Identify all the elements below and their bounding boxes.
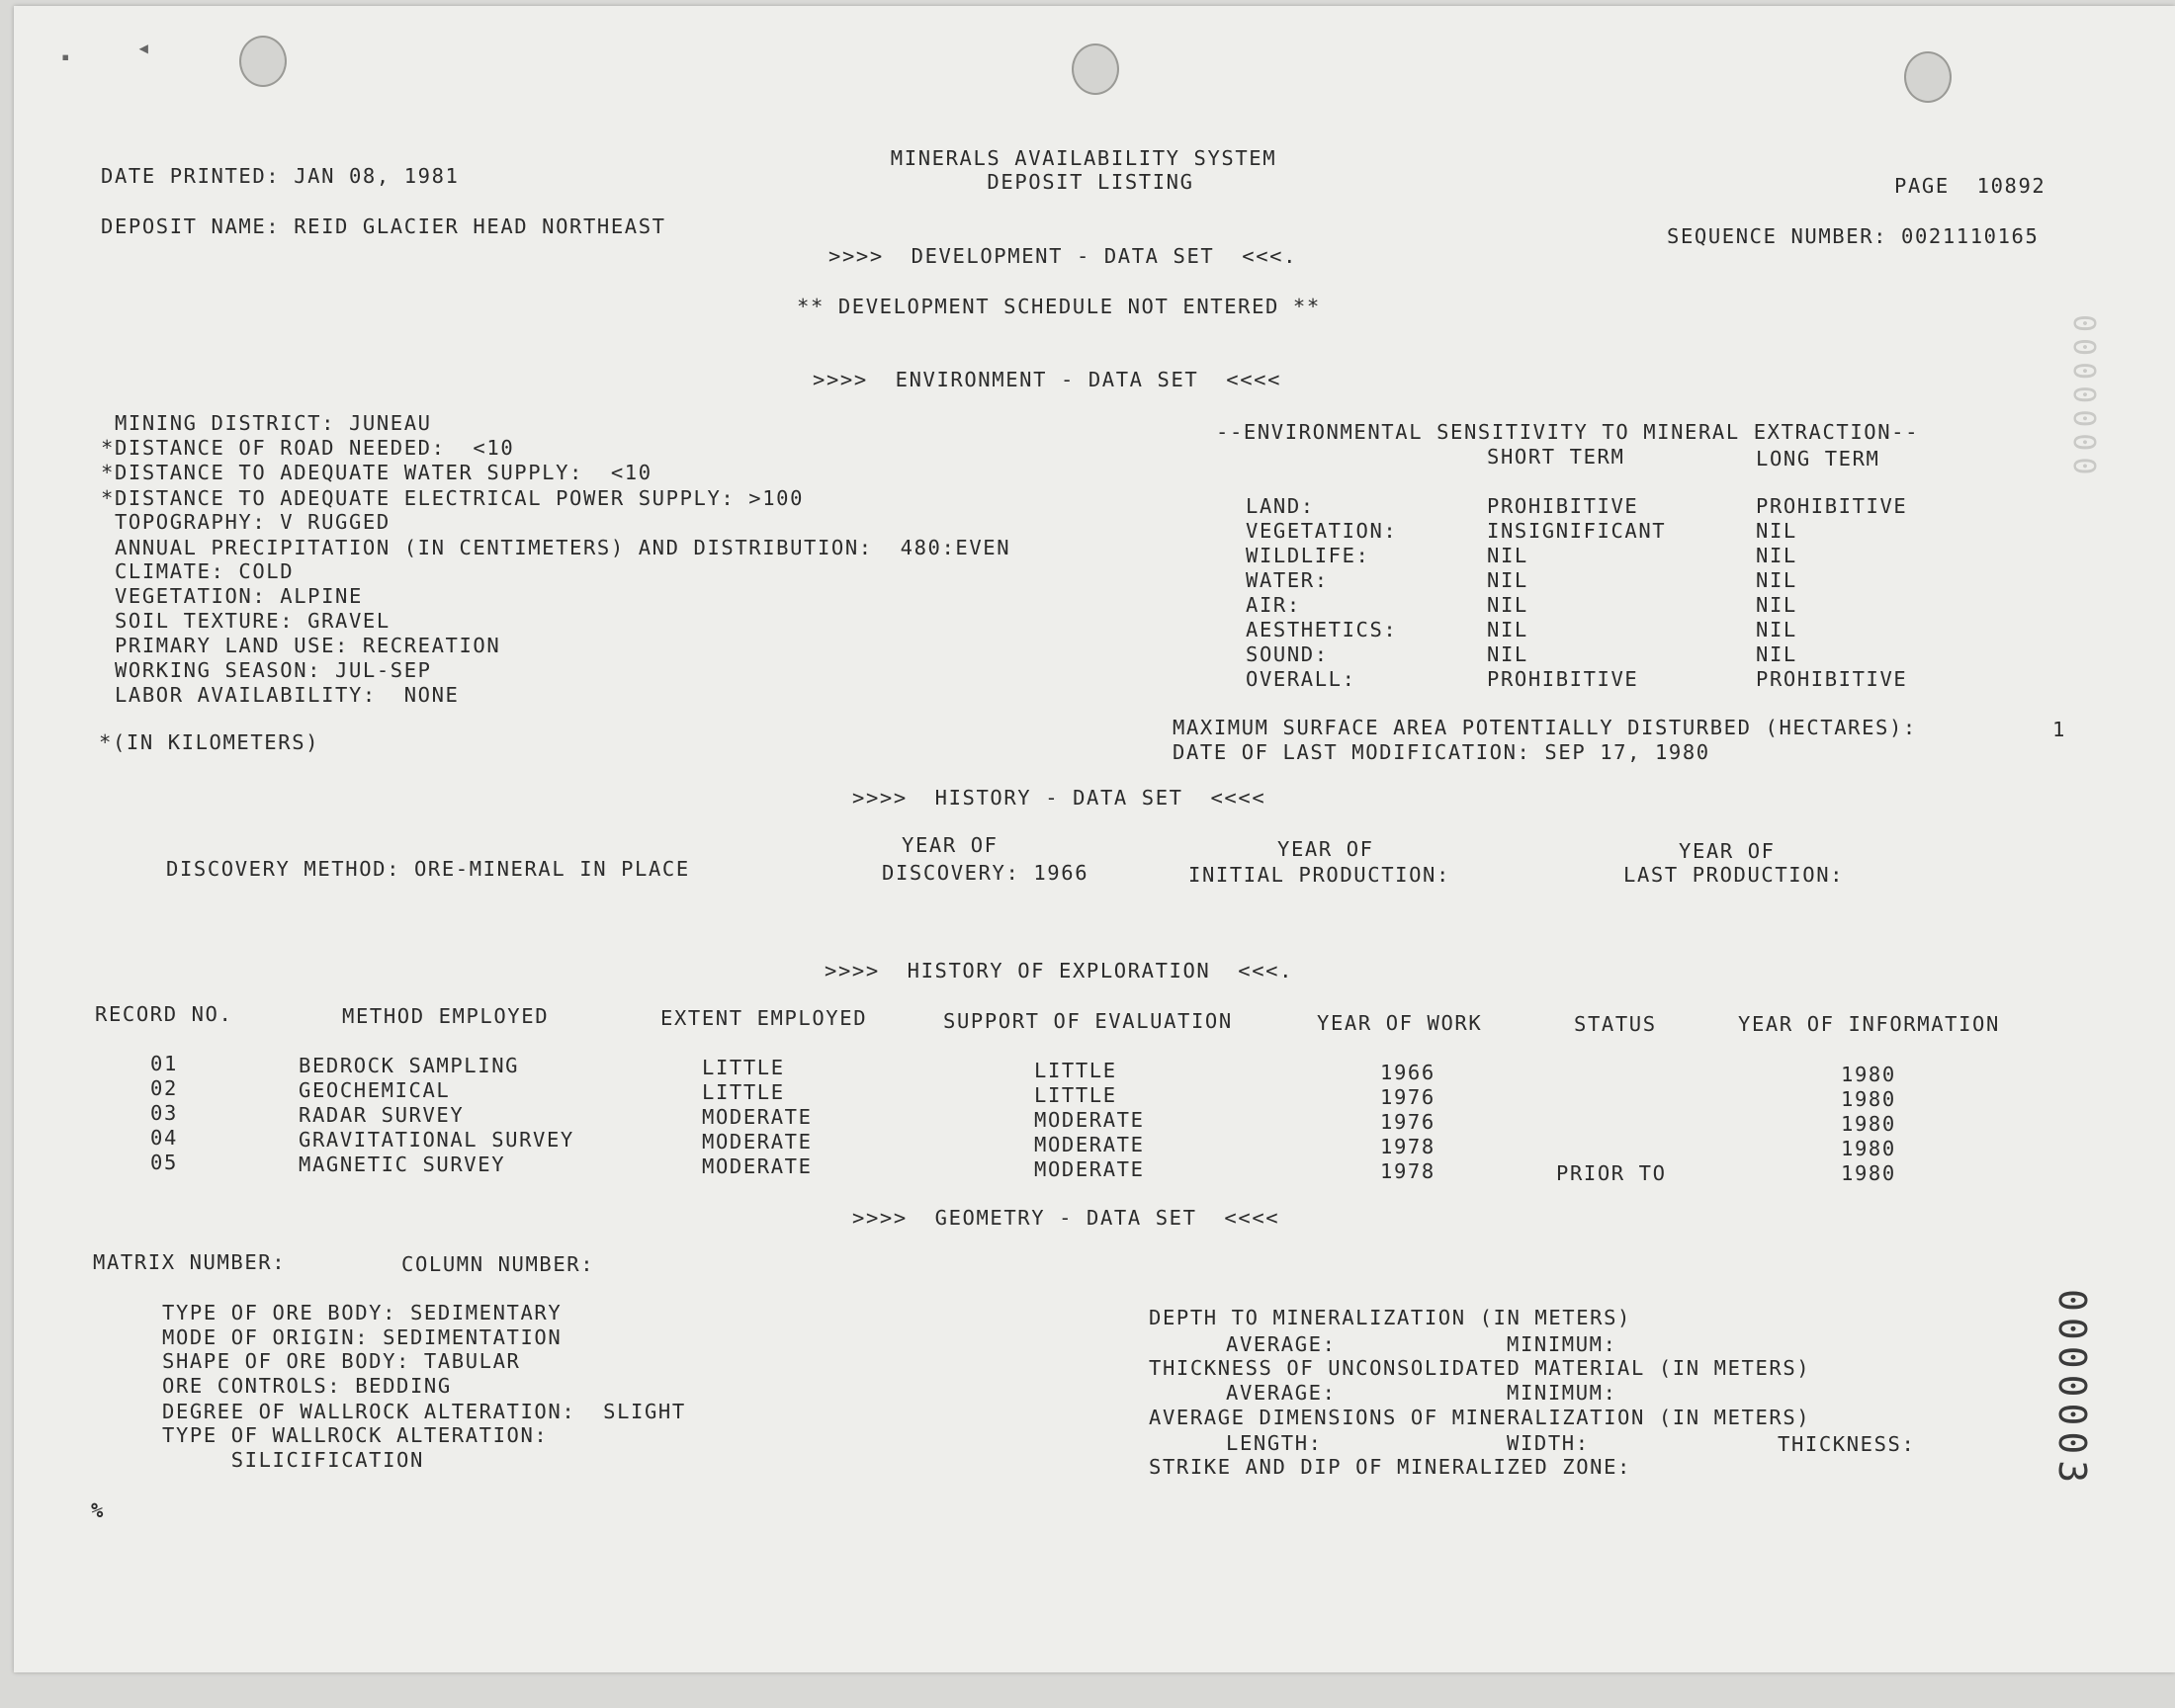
environment-title: >>>> ENVIRONMENT - DATA SET <<<< bbox=[813, 368, 1282, 391]
initial-production: INITIAL PRODUCTION: bbox=[1188, 863, 1450, 887]
col-support-of-evaluation: SUPPORT OF EVALUATION bbox=[943, 1009, 1233, 1033]
punch-hole-center bbox=[1072, 43, 1119, 95]
row-year-of-info: 1980 bbox=[1841, 1087, 1896, 1111]
row-status: PRIOR TO bbox=[1556, 1161, 1667, 1185]
sensitivity-short: NIL bbox=[1487, 544, 1528, 567]
geom-line: TYPE OF ORE BODY: SEDIMENTARY bbox=[162, 1301, 563, 1324]
depth-minimum: MINIMUM: bbox=[1507, 1332, 1617, 1356]
development-title: >>>> DEVELOPMENT - DATA SET <<<. bbox=[828, 244, 1298, 268]
row-support: MODERATE bbox=[1034, 1157, 1145, 1181]
col-record-no: RECORD NO. bbox=[95, 1002, 233, 1026]
punch-hole-left bbox=[239, 36, 287, 87]
col-method-employed: METHOD EMPLOYED bbox=[342, 1004, 550, 1028]
col-extent-employed: EXTENT EMPLOYED bbox=[660, 1006, 868, 1030]
last-modification-date: DATE OF LAST MODIFICATION: SEP 17, 1980 bbox=[1173, 740, 1710, 764]
row-year-of-work: 1978 bbox=[1380, 1159, 1436, 1183]
row-extent: MODERATE bbox=[702, 1105, 813, 1129]
row-extent: LITTLE bbox=[702, 1080, 785, 1104]
history-title: >>>> HISTORY - DATA SET <<<< bbox=[852, 786, 1266, 810]
stamp-number-top: 0000000 bbox=[2066, 314, 2101, 481]
env-line: CLIMATE: COLD bbox=[101, 559, 295, 583]
row-year-of-work: 1976 bbox=[1380, 1085, 1436, 1109]
row-method: BEDROCK SAMPLING bbox=[299, 1054, 520, 1077]
row-record-no: 02 bbox=[150, 1076, 178, 1100]
sensitivity-title: --ENVIRONMENTAL SENSITIVITY TO MINERAL EXTRACTION-- bbox=[1216, 420, 1920, 444]
sensitivity-long: PROHIBITIVE bbox=[1756, 494, 1908, 518]
sensitivity-short: NIL bbox=[1487, 642, 1528, 666]
env-line: LABOR AVAILABILITY: NONE bbox=[101, 683, 460, 707]
row-year-of-info: 1980 bbox=[1841, 1112, 1896, 1136]
matrix-number: MATRIX NUMBER: bbox=[93, 1250, 287, 1274]
geom-line: TYPE OF WALLROCK ALTERATION: bbox=[162, 1423, 549, 1447]
sensitivity-long: NIL bbox=[1756, 618, 1797, 641]
row-extent: MODERATE bbox=[702, 1154, 813, 1178]
row-support: LITTLE bbox=[1034, 1083, 1117, 1107]
row-record-no: 03 bbox=[150, 1101, 178, 1125]
row-support: MODERATE bbox=[1034, 1108, 1145, 1132]
sensitivity-label: WATER: bbox=[1246, 568, 1329, 592]
env-line: VEGETATION: ALPINE bbox=[101, 584, 363, 608]
env-line: TOPOGRAPHY: V RUGGED bbox=[101, 510, 391, 534]
sensitivity-long: NIL bbox=[1756, 544, 1797, 567]
development-note: ** DEVELOPMENT SCHEDULE NOT ENTERED ** bbox=[797, 295, 1321, 318]
footer-mark: % bbox=[91, 1498, 105, 1522]
sensitivity-long: NIL bbox=[1756, 568, 1797, 592]
discovery-method: DISCOVERY METHOD: ORE-MINERAL IN PLACE bbox=[166, 857, 690, 881]
max-surface-area-label: MAXIMUM SURFACE AREA POTENTIALLY DISTURBED (HECTARES): bbox=[1173, 716, 1917, 739]
geom-line: SHAPE OF ORE BODY: TABULAR bbox=[162, 1349, 521, 1373]
page-number: PAGE 10892 bbox=[1894, 174, 2046, 198]
year-of-initial-label: YEAR OF bbox=[1277, 837, 1374, 861]
col-year-of-work: YEAR OF WORK bbox=[1317, 1011, 1483, 1035]
dimensions-title: AVERAGE DIMENSIONS OF MINERALIZATION (IN METERS) bbox=[1149, 1406, 1811, 1429]
sensitivity-label: WILDLIFE: bbox=[1246, 544, 1370, 567]
sensitivity-short: PROHIBITIVE bbox=[1487, 667, 1639, 691]
depth-average: AVERAGE: bbox=[1226, 1332, 1337, 1356]
year-of-last-label: YEAR OF bbox=[1679, 839, 1776, 863]
row-method: GRAVITATIONAL SURVEY bbox=[299, 1128, 574, 1152]
env-line: MINING DISTRICT: JUNEAU bbox=[101, 411, 432, 435]
row-method: RADAR SURVEY bbox=[299, 1103, 465, 1127]
row-record-no: 04 bbox=[150, 1126, 178, 1150]
short-term-header: SHORT TERM bbox=[1487, 445, 1625, 469]
last-production: LAST PRODUCTION: bbox=[1623, 863, 1845, 887]
sensitivity-short: NIL bbox=[1487, 593, 1528, 617]
env-line: *DISTANCE OF ROAD NEEDED: <10 bbox=[101, 436, 515, 460]
max-surface-area-value: 1 bbox=[2052, 718, 2066, 741]
geometry-title: >>>> GEOMETRY - DATA SET <<<< bbox=[852, 1206, 1280, 1230]
sequence-number: SEQUENCE NUMBER: 0021110165 bbox=[1667, 224, 2040, 248]
thickness-title: THICKNESS OF UNCONSOLIDATED MATERIAL (IN METERS) bbox=[1149, 1356, 1811, 1380]
row-year-of-info: 1980 bbox=[1841, 1063, 1896, 1086]
sensitivity-long: NIL bbox=[1756, 593, 1797, 617]
env-line: *DISTANCE TO ADEQUATE WATER SUPPLY: <10 bbox=[101, 461, 652, 484]
sensitivity-short: NIL bbox=[1487, 568, 1528, 592]
dimension-width: WIDTH: bbox=[1507, 1431, 1590, 1455]
sensitivity-label: AESTHETICS: bbox=[1246, 618, 1398, 641]
col-year-of-information: YEAR OF INFORMATION bbox=[1738, 1012, 2000, 1036]
row-year-of-work: 1976 bbox=[1380, 1110, 1436, 1134]
row-year-of-work: 1978 bbox=[1380, 1135, 1436, 1158]
row-record-no: 01 bbox=[150, 1052, 178, 1075]
sensitivity-label: AIR: bbox=[1246, 593, 1301, 617]
row-year-of-info: 1980 bbox=[1841, 1137, 1896, 1160]
scan-speck: ◂ bbox=[136, 34, 151, 61]
system-title: MINERALS AVAILABILITY SYSTEM bbox=[890, 146, 1277, 170]
year-of-discovery-label: YEAR OF bbox=[902, 833, 999, 857]
strike-and-dip: STRIKE AND DIP OF MINERALIZED ZONE: bbox=[1149, 1455, 1631, 1479]
listing-title: DEPOSIT LISTING bbox=[987, 170, 1194, 194]
sensitivity-long: NIL bbox=[1756, 519, 1797, 543]
col-status: STATUS bbox=[1574, 1012, 1657, 1036]
env-line: PRIMARY LAND USE: RECREATION bbox=[101, 634, 501, 657]
thickness-average: AVERAGE: bbox=[1226, 1381, 1337, 1405]
kilometers-footnote: *(IN KILOMETERS) bbox=[99, 730, 320, 754]
row-support: MODERATE bbox=[1034, 1133, 1145, 1156]
env-line: *DISTANCE TO ADEQUATE ELECTRICAL POWER SUPPLY: >100 bbox=[101, 486, 805, 510]
column-number: COLUMN NUMBER: bbox=[401, 1252, 595, 1276]
sensitivity-label: VEGETATION: bbox=[1246, 519, 1398, 543]
row-record-no: 05 bbox=[150, 1151, 178, 1174]
sensitivity-label: LAND: bbox=[1246, 494, 1315, 518]
deposit-name: DEPOSIT NAME: REID GLACIER HEAD NORTHEAST bbox=[101, 214, 666, 238]
geom-line: ORE CONTROLS: BEDDING bbox=[162, 1374, 452, 1398]
discovery-year: DISCOVERY: 1966 bbox=[882, 861, 1089, 885]
row-extent: LITTLE bbox=[702, 1056, 785, 1079]
dimension-length: LENGTH: bbox=[1226, 1431, 1323, 1455]
row-method: GEOCHEMICAL bbox=[299, 1078, 451, 1102]
dimension-thickness: THICKNESS: bbox=[1778, 1432, 1916, 1456]
thickness-minimum: MINIMUM: bbox=[1507, 1381, 1617, 1405]
sensitivity-short: NIL bbox=[1487, 618, 1528, 641]
sensitivity-short: PROHIBITIVE bbox=[1487, 494, 1639, 518]
long-term-header: LONG TERM bbox=[1756, 447, 1880, 470]
sensitivity-label: OVERALL: bbox=[1246, 667, 1356, 691]
sensitivity-long: PROHIBITIVE bbox=[1756, 667, 1908, 691]
row-year-of-info: 1980 bbox=[1841, 1161, 1896, 1185]
row-year-of-work: 1966 bbox=[1380, 1061, 1436, 1084]
geom-line: MODE OF ORIGIN: SEDIMENTATION bbox=[162, 1325, 563, 1349]
depth-title: DEPTH TO MINERALIZATION (IN METERS) bbox=[1149, 1306, 1631, 1329]
scan-speck: ▪ bbox=[61, 49, 70, 65]
row-method: MAGNETIC SURVEY bbox=[299, 1153, 506, 1176]
row-support: LITTLE bbox=[1034, 1059, 1117, 1082]
stamp-number-bottom: 0000003 bbox=[2050, 1289, 2094, 1490]
row-extent: MODERATE bbox=[702, 1130, 813, 1153]
sensitivity-short: INSIGNIFICANT bbox=[1487, 519, 1667, 543]
env-line: SOIL TEXTURE: GRAVEL bbox=[101, 609, 391, 633]
punch-hole-right bbox=[1904, 51, 1952, 103]
env-line: ANNUAL PRECIPITATION (IN CENTIMETERS) AND DISTRIBUTION: 480:EVEN bbox=[101, 536, 1011, 559]
sensitivity-label: SOUND: bbox=[1246, 642, 1329, 666]
exploration-title: >>>> HISTORY OF EXPLORATION <<<. bbox=[825, 959, 1294, 982]
geom-line: SILICIFICATION bbox=[162, 1448, 424, 1472]
date-printed: DATE PRINTED: JAN 08, 1981 bbox=[101, 164, 460, 188]
sensitivity-long: NIL bbox=[1756, 642, 1797, 666]
geom-line: DEGREE OF WALLROCK ALTERATION: SLIGHT bbox=[162, 1400, 686, 1423]
env-line: WORKING SEASON: JUL-SEP bbox=[101, 658, 432, 682]
